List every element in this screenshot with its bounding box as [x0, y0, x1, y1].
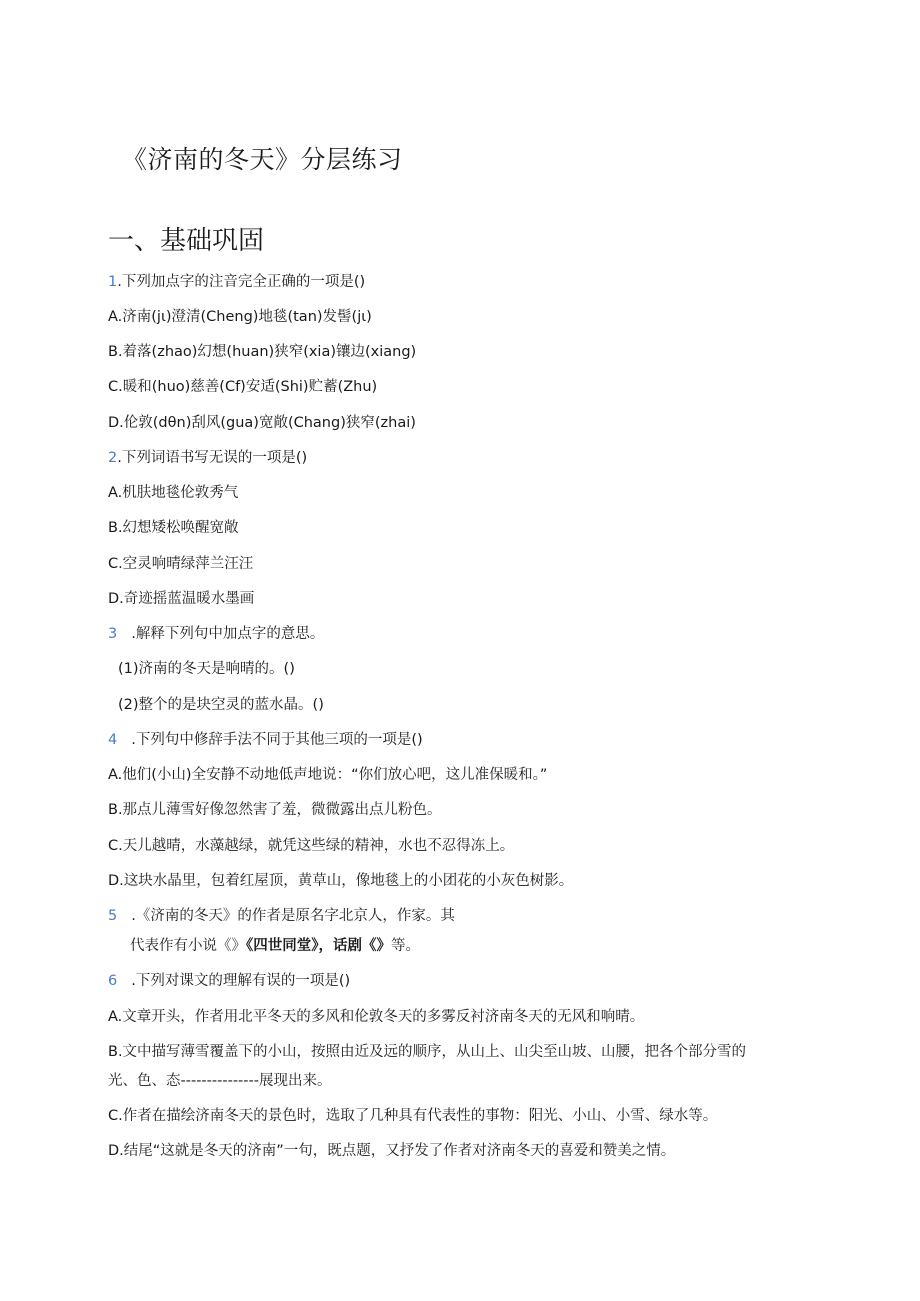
option-c: C.空灵响晴绿萍兰汪汪: [108, 556, 254, 572]
question-5: [108, 906, 455, 926]
question-1: [108, 272, 365, 292]
question-number: 5: [108, 908, 118, 924]
question-6: [108, 971, 350, 991]
option-d: D.结尾“这就是冬天的济南”一句，既点题，又抒发了作者对济南冬天的喜爱和赞美之情。: [108, 1143, 676, 1159]
option-a: A.他们(小山)全安静不动地低声地说：“你们放心吧，这儿准保暖和。”: [108, 767, 548, 783]
option-d: D.伦敦(dθn)刮风(gua)宽敞(Chang)狭窄(zhai): [108, 415, 416, 431]
option-b: B.幻想矮松唤醒宽敞: [108, 520, 239, 536]
question-number: 4: [108, 732, 118, 748]
page-title: 《济南的冬天》分层练习: [122, 145, 403, 174]
question-number: 1: [108, 274, 118, 290]
question-stem: .下列对课文的理解有误的一项是(): [131, 973, 351, 989]
section-heading: 一、基础巩固: [108, 226, 265, 256]
sub-question-1: (1)济南的冬天是响晴的。(): [118, 661, 295, 677]
question-number: 3: [108, 626, 118, 642]
question-stem: .解释下列句中加点字的意思。: [131, 626, 325, 642]
option-d: D.奇迹摇蓝温暖水墨画: [108, 591, 255, 607]
question-3: [108, 624, 324, 644]
question-number: 2: [108, 450, 118, 466]
question-stem: .下列加点字的注音完全正确的一项是(): [117, 274, 366, 290]
fill-text: 等。: [391, 938, 420, 954]
fill-text: 代表作有小说《》: [130, 938, 246, 954]
fill-text-bold: 《四世同堂》，话剧《》: [246, 938, 391, 954]
option-c: C.暖和(huo)慈善(Cf)安适(Shi)贮蓄(Zhu): [108, 379, 378, 395]
option-c: C.作者在描绘济南冬天的景色时，选取了几种具有代表性的事物：阳光、小山、小雪、绿水等。: [108, 1108, 718, 1124]
question-5-continuation: [130, 936, 420, 956]
option-a: A.济南(jι)澄清(Cheng)地毯(tan)发髻(jι): [108, 309, 372, 325]
option-b: B.文中描写薄雪覆盖下的小山，按照由近及远的顺序，从山上、山尖至山坡、山腰，把各个部分雪的: [108, 1044, 747, 1060]
question-stem: .《济南的冬天》的作者是原名字北京人，作家。其: [131, 908, 455, 924]
sub-question-2: (2)整个的是块空灵的蓝水晶。(): [118, 697, 324, 713]
option-a: A.机肤地毯伦敦秀气: [108, 485, 239, 501]
option-b: B.着落(zhao)幻想(huan)狭窄(xia)镶边(xiang): [108, 344, 417, 360]
question-4: [108, 730, 423, 750]
option-b: B.那点儿薄雪好像忽然害了羞，微微露出点儿粉色。: [108, 802, 442, 818]
question-stem: .下列词语书写无误的一项是(): [117, 450, 308, 466]
option-a: A.文章开头，作者用北平冬天的多风和伦敦冬天的多雾反衬济南冬天的无风和响晴。: [108, 1009, 645, 1025]
option-b-continuation: 光、色、态---------------展现出来。: [108, 1073, 332, 1089]
option-c: C.天儿越晴，水藻越绿，就凭这些绿的精神，水也不忍得冻上。: [108, 838, 515, 854]
question-number: 6: [108, 973, 118, 989]
option-d: D.这块水晶里，包着红屋顶，黄草山，像地毯上的小团花的小灰色树影。: [108, 873, 574, 889]
question-stem: .下列句中修辞手法不同于其他三项的一项是(): [131, 732, 423, 748]
question-2: [108, 448, 307, 468]
